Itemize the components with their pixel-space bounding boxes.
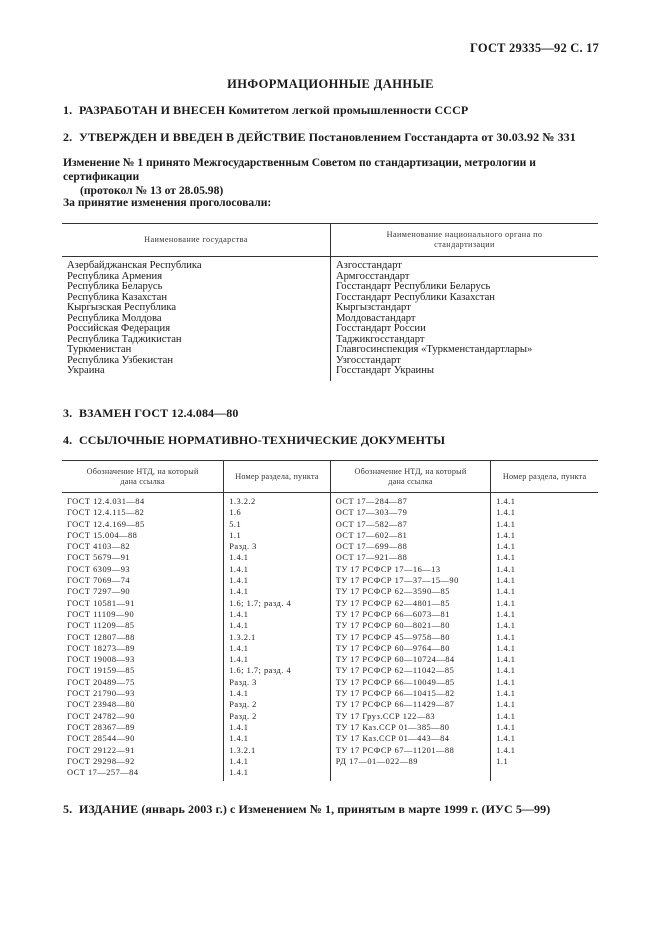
table-cell: ГОСТ 11209—85	[62, 620, 224, 631]
table-cell: ОСТ 17—303—79	[330, 507, 490, 518]
table-cell: ТУ 17 РСФСР 60—8021—80	[330, 620, 490, 631]
table-row	[62, 733, 598, 744]
table-cell: 1.4.1	[224, 643, 331, 654]
table-row	[62, 530, 598, 541]
table-cell: 1.4.1	[496, 666, 516, 676]
table-row	[62, 519, 598, 530]
table-row	[62, 756, 598, 767]
table-row	[62, 745, 598, 756]
table-cell: ОСТ 17—921—88	[330, 552, 490, 563]
table-cell: ГОСТ 11109—90	[62, 609, 224, 620]
table-row	[62, 688, 598, 699]
table-row	[62, 552, 598, 563]
table-cell: 1.4.1	[496, 621, 516, 631]
table-cell: Республика Узбекистан	[62, 356, 331, 367]
table-cell: Республика Беларусь	[62, 282, 331, 293]
section-number: 3.	[63, 406, 73, 420]
table-row	[62, 620, 598, 631]
section-heading: ССЫЛОЧНЫЕ НОРМАТИВНО-ТЕХНИЧЕСКИЕ ДОКУМЕНТЫ	[79, 433, 446, 447]
table-cell: 1.4.1	[224, 733, 331, 744]
section-heading: ИЗДАНИЕ	[79, 802, 139, 816]
table-cell: ГОСТ 21790—93	[62, 688, 224, 699]
table-cell: ТУ 17 РСФСР 67—11201—88	[330, 745, 490, 756]
table-cell: Российская Федерация	[62, 324, 331, 335]
table-cell: ГОСТ 7297—90	[62, 586, 224, 597]
table-cell: ГОСТ 5679—91	[62, 552, 224, 563]
table-row	[62, 632, 598, 643]
table-cell: 1.4.1	[496, 700, 516, 710]
table-cell: 1.4.1	[496, 745, 516, 755]
table-cell: 1.4.1	[496, 587, 516, 597]
table-row	[62, 711, 598, 722]
table-cell: 1.4.1	[496, 530, 516, 540]
section-text: Постановлением Госстандарта от 30.03.92 № 331	[305, 130, 576, 144]
table-cell: ТУ 17 РСФСР 66—11429—87	[330, 699, 490, 710]
column-header-section-right: Номер раздела, пункта	[491, 461, 598, 493]
column-header-section-left: Номер раздела, пункта	[224, 461, 331, 493]
section-3	[63, 406, 238, 421]
table-cell: 1.4.1	[496, 598, 516, 608]
column-header-ntd-right: Обозначение НТД, на который дана ссылка	[330, 461, 490, 493]
table-row	[62, 643, 598, 654]
table-cell: ГОСТ 28544—90	[62, 733, 224, 744]
table-cell: 1.4.1	[496, 576, 516, 586]
table-cell: Кыргызстандарт	[336, 302, 411, 313]
table-cell: Узгосстандарт	[336, 354, 401, 366]
section-text: Комитетом легкой промышленности СССР	[225, 103, 469, 117]
table-cell: Разд. 3	[224, 677, 331, 688]
table-row	[62, 324, 598, 335]
table-cell: Республика Армения	[62, 272, 331, 283]
column-header-state: Наименование государства	[62, 224, 331, 257]
table-cell: ТУ 17 Каз.ССР 01—443—84	[330, 733, 490, 744]
table-cell: 1.1	[224, 530, 331, 541]
table-cell: 1.4.1	[224, 688, 331, 699]
section-number: 5.	[63, 802, 73, 816]
table-cell: Армгосстандарт	[336, 270, 410, 282]
table-cell: ОСТ 17—602—81	[330, 530, 490, 541]
section-1	[63, 103, 468, 118]
section-number: 1.	[63, 103, 73, 117]
table-row	[62, 345, 598, 356]
states-table-body	[62, 257, 598, 381]
table-cell: ТУ 17 РСФСР 45—9758—80	[330, 632, 490, 643]
table-cell: ГОСТ 6309—93	[62, 564, 224, 575]
table-cell: 1.4.1	[224, 722, 331, 733]
table-cell: ТУ 17 РСФСР 62—11042—85	[330, 665, 490, 676]
table-cell: 1.4.1	[224, 767, 331, 781]
section-4	[63, 433, 445, 448]
table-cell: Республика Таджикистан	[62, 335, 331, 346]
table-row	[62, 303, 598, 314]
table-cell: 1.3.2.1	[224, 632, 331, 643]
table-row	[62, 722, 598, 733]
table-cell: 1.4.1	[496, 711, 516, 721]
table-cell: ГОСТ 12807—88	[62, 632, 224, 643]
table-row	[62, 654, 598, 665]
table-cell: ОСТ 17—582—87	[330, 519, 490, 530]
table-cell: 1.4.1	[496, 519, 516, 529]
table-cell: ТУ 17 РСФСР 66—10415—82	[330, 688, 490, 699]
table-cell: 1.6	[224, 507, 331, 518]
table-cell: ГОСТ 29298—92	[62, 756, 224, 767]
table-row	[62, 665, 598, 676]
table-cell: 1.4.1	[496, 734, 516, 744]
table-cell: 1.4.1	[224, 564, 331, 575]
column-header-national-body: Наименование национального органа по стандартизации	[331, 224, 599, 257]
table-cell: ГОСТ 12.4.115—82	[62, 507, 224, 518]
table-cell: ГОСТ 4103—82	[62, 541, 224, 552]
table-cell: ТУ 17 РСФСР 17—16—13	[330, 564, 490, 575]
table-row	[62, 507, 598, 518]
section-heading: РАЗРАБОТАН И ВНЕСЕН	[79, 103, 226, 117]
table-cell: ТУ 17 Каз.ССР 01—385—80	[330, 722, 490, 733]
table-cell: ТУ 17 Груз.ССР 122—83	[330, 711, 490, 722]
table-cell: ГОСТ 18273—89	[62, 643, 224, 654]
table-cell: ТУ 17 РСФСР 60—9764—80	[330, 643, 490, 654]
table-cell: Республика Молдова	[62, 314, 331, 325]
table-cell: Разд. 2	[224, 699, 331, 710]
table-cell: 1.4.1	[224, 575, 331, 586]
table-cell: 1.1	[496, 756, 509, 766]
table-row	[62, 699, 598, 710]
table-cell: ТУ 17 РСФСР 62—4801—85	[330, 598, 490, 609]
table-cell: ОСТ 17—699—88	[330, 541, 490, 552]
table-cell: 1.4.1	[496, 689, 516, 699]
table-cell: ГОСТ 15.004—88	[62, 530, 224, 541]
table-cell: 1.4.1	[224, 756, 331, 767]
ntd-table-body	[62, 493, 598, 782]
table-cell: Азгосстандарт	[336, 260, 402, 271]
table-cell: ТУ 17 РСФСР 66—10049—85	[330, 677, 490, 688]
table-cell: 1.4.1	[224, 586, 331, 597]
table-cell: ГОСТ 7069—74	[62, 575, 224, 586]
table-cell: Республика Казахстан	[62, 293, 331, 304]
table-cell: РД 17—01—022—89	[330, 756, 490, 767]
table-cell: 1.4.1	[496, 643, 516, 653]
table-row	[62, 541, 598, 552]
table-cell: 1.4.1	[496, 542, 516, 552]
table-cell: 1.4.1	[496, 564, 516, 574]
section-number: 2.	[63, 130, 73, 144]
table-cell: ГОСТ 10581—91	[62, 598, 224, 609]
table-cell	[330, 767, 490, 781]
table-row	[62, 575, 598, 586]
table-cell: 1.6; 1.7; разд. 4	[224, 665, 331, 676]
table-cell: 1.3.2.2	[224, 493, 331, 508]
table-row	[62, 598, 598, 609]
states-table	[62, 223, 598, 381]
table-row	[62, 609, 598, 620]
section-heading: ВЗАМЕН ГОСТ 12.4.084—80	[79, 406, 239, 420]
table-row	[62, 366, 598, 381]
table-cell: ГОСТ 23948—80	[62, 699, 224, 710]
table-cell: 1.3.2.1	[224, 745, 331, 756]
table-cell	[491, 767, 598, 781]
section-text: (январь 2003 г.) с Изменением № 1, принятым в марте 1999 г. (ИУС 5—99)	[138, 802, 551, 816]
table-row	[62, 282, 598, 293]
table-cell: 1.4.1	[496, 722, 516, 732]
table-cell: 1.4.1	[224, 620, 331, 631]
section-5	[63, 802, 550, 817]
table-cell: Туркменистан	[62, 345, 331, 356]
table-cell: ОСТ 17—284—87	[330, 493, 490, 508]
table-row	[62, 257, 598, 272]
section-2	[63, 130, 576, 145]
table-cell: Госстандарт Республики Беларусь	[336, 281, 491, 292]
table-cell: ГОСТ 12.4.031—84	[62, 493, 224, 508]
table-cell: Разд. 3	[224, 541, 331, 552]
amendment-line-1: Изменение № 1 принято Межгосударственным Советом по стандартизации, метрологии и сертификации	[63, 156, 536, 183]
section-heading: УТВЕРЖДЕН И ВВЕДЕН В ДЕЙСТВИЕ	[79, 130, 306, 144]
table-row	[62, 356, 598, 367]
table-cell: 1.4.1	[496, 609, 516, 619]
table-row	[62, 586, 598, 597]
table-cell: Азербайджанская Республика	[62, 257, 331, 272]
table-cell: 5.1	[224, 519, 331, 530]
table-cell: Госстандарт России	[336, 323, 426, 334]
table-cell: ГОСТ 28367—89	[62, 722, 224, 733]
table-cell: Молдовастандарт	[336, 312, 416, 324]
table-cell: 1.4.1	[496, 508, 516, 518]
voted-label: За принятие изменения проголосовали:	[63, 196, 272, 209]
table-cell: ОСТ 17—257—84	[62, 767, 224, 781]
table-cell: 1.4.1	[496, 632, 516, 642]
table-cell: Госстандарт Республики Казахстан	[336, 291, 495, 303]
table-cell: 1.4.1	[224, 552, 331, 563]
table-cell: 1.4.1	[224, 654, 331, 665]
page-title: ИНФОРМАЦИОННЫЕ ДАННЫЕ	[227, 77, 434, 91]
table-cell: Украина	[62, 366, 331, 381]
table-cell: Госстандарт Украины	[336, 365, 434, 376]
table-cell: ГОСТ 20489—75	[62, 677, 224, 688]
table-cell: ГОСТ 19008—93	[62, 654, 224, 665]
table-row	[62, 493, 598, 508]
table-cell: Таджикгосстандарт	[336, 333, 425, 345]
table-cell: 1.4.1	[496, 655, 516, 665]
table-cell: 1.4.1	[496, 497, 516, 506]
table-cell: 1.4.1	[496, 553, 516, 563]
table-cell: Кыргызская Республика	[62, 303, 331, 314]
table-cell: ГОСТ 24782—90	[62, 711, 224, 722]
table-cell: Главгосинспекция «Туркменстандартлары»	[336, 344, 533, 355]
ntd-table	[62, 460, 598, 781]
table-row	[62, 677, 598, 688]
table-row	[62, 767, 598, 781]
table-cell: ГОСТ 29122—91	[62, 745, 224, 756]
table-cell: ГОСТ 12.4.169—85	[62, 519, 224, 530]
table-cell: 1.4.1	[496, 677, 516, 687]
table-cell: ТУ 17 РСФСР 66—6073—81	[330, 609, 490, 620]
amendment-line-2: (протокол № 13 от 28.05.98)	[80, 184, 224, 197]
table-cell: ТУ 17 РСФСР 17—37—15—90	[330, 575, 490, 586]
table-cell: ТУ 17 РСФСР 60—10724—84	[330, 654, 490, 665]
table-cell: 1.6; 1.7; разд. 4	[224, 598, 331, 609]
column-header-ntd-left: Обозначение НТД, на который дана ссылка	[62, 461, 224, 493]
section-number: 4.	[63, 433, 73, 447]
amendment-note	[63, 156, 603, 198]
table-row	[62, 564, 598, 575]
table-cell: ТУ 17 РСФСР 62—3590—85	[330, 586, 490, 597]
table-cell: ГОСТ 19159—85	[62, 665, 224, 676]
table-cell: Разд. 2	[224, 711, 331, 722]
table-cell: 1.4.1	[224, 609, 331, 620]
page-reference: ГОСТ 29335—92 С. 17	[470, 41, 599, 55]
